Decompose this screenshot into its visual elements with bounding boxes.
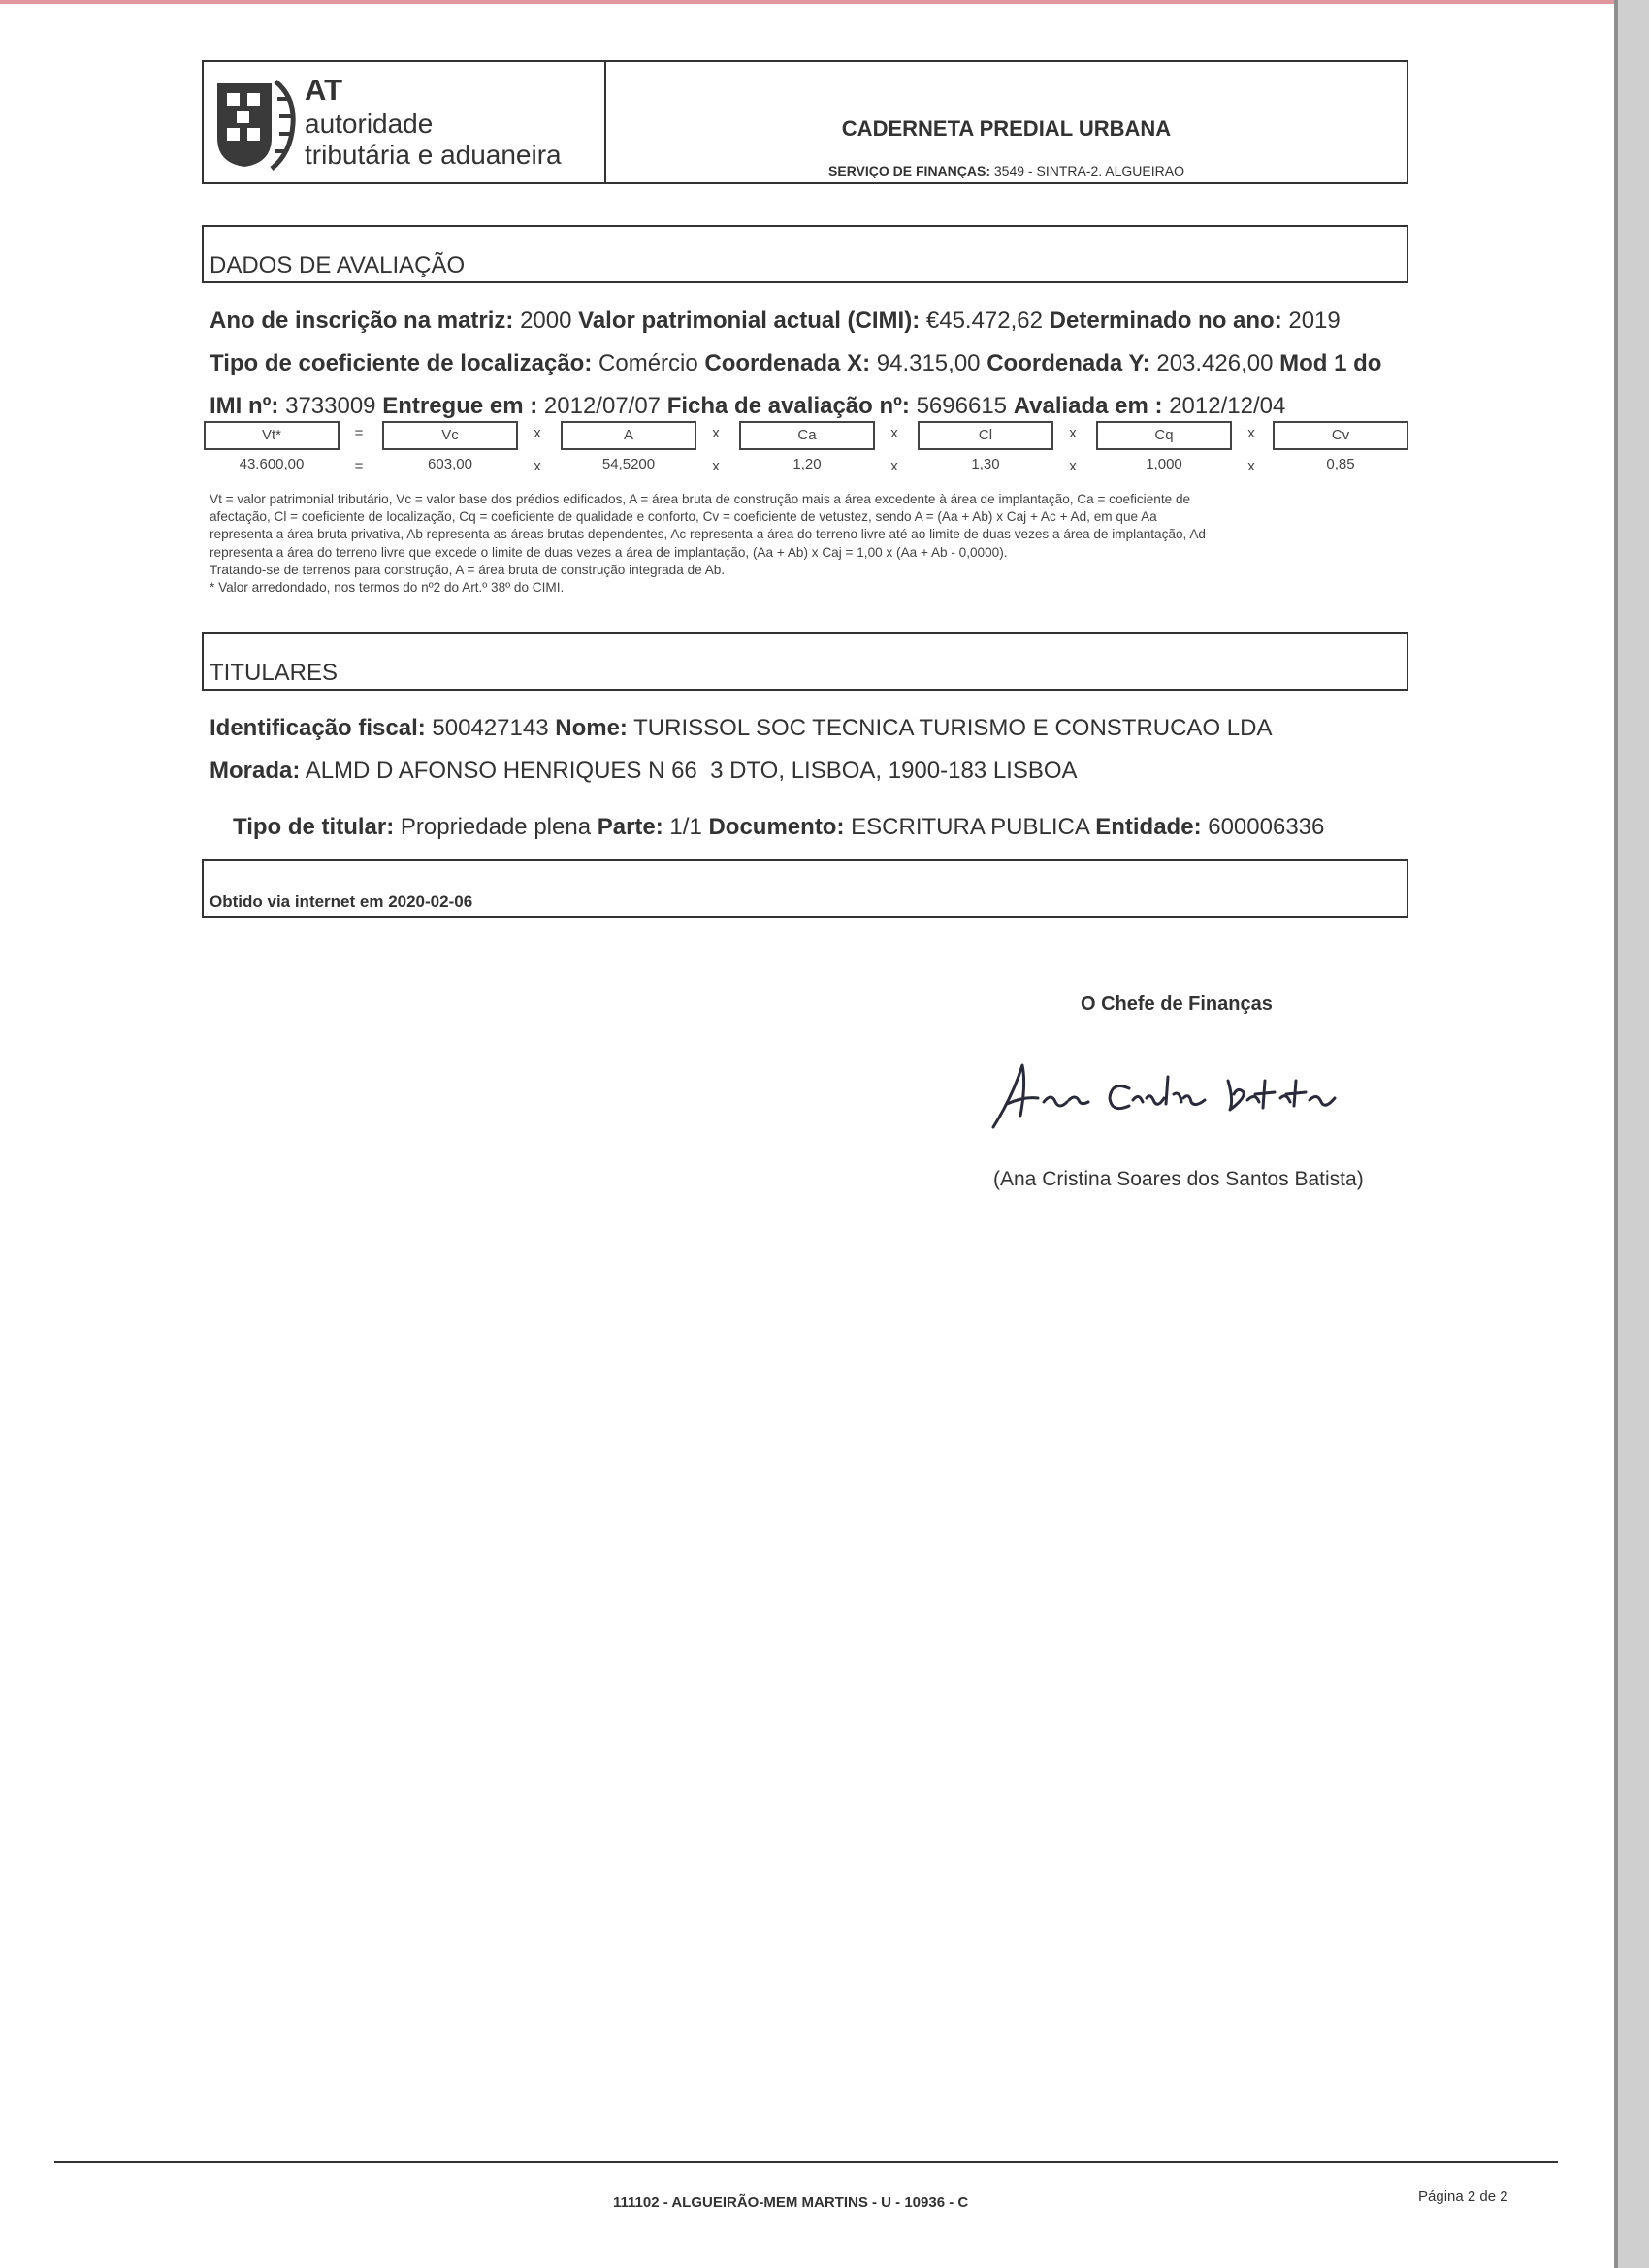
formula-header-a: A (561, 421, 696, 450)
tipo-value: Propriedade plena (400, 814, 592, 840)
mod-label-b: IMI nº: (210, 393, 279, 419)
footer-rule (54, 2161, 1558, 2163)
scan-edge-top (0, 0, 1614, 4)
tipo-label: Tipo de titular: (233, 814, 395, 840)
section-title: TITULARES (210, 660, 339, 686)
coat-of-arms-icon (213, 78, 297, 171)
formula-header-vc: Vc (382, 421, 518, 450)
note-line: Tratando-se de terrenos para construção, A = área bruta de construção integrada de Ab. (210, 562, 726, 577)
entidade-value: 600006336 (1208, 814, 1325, 840)
morada-value: ALMD D AFONSO HENRIQUES N 66 3 DTO, LISBOA, 1900-183 LISBOA (305, 758, 1078, 784)
note-line: Vt = valor patrimonial tributário, Vc = valor base dos prédios edificados, A = área bruta de construção mais a área excedente à área de implantação, Ca = coeficiente de (210, 492, 1191, 506)
formula-op-x: x (1247, 425, 1255, 441)
coordy-label: Coordenada Y: (986, 350, 1150, 376)
formula-value-vc: 603,00 (428, 456, 472, 472)
formula-op-x: x (534, 425, 541, 441)
avaliacao-line-2 (210, 349, 1381, 378)
handwritten-signature-icon (984, 1038, 1391, 1145)
formula-header-cv: Cv (1273, 421, 1408, 450)
valor-value: €45.472,62 (925, 308, 1043, 334)
valor-label: Valor patrimonial actual (CIMI): (578, 308, 921, 334)
formula-op-x: x (712, 458, 720, 474)
formula-op-x: x (1069, 458, 1077, 474)
note-line: * Valor arredondado, nos termos do nº2 do Art.º 38º do CIMI. (210, 580, 565, 596)
formula-value-ca: 1,20 (792, 456, 822, 472)
ficha-value: 5696615 (916, 393, 1008, 419)
parte-label: Parte: (597, 814, 663, 840)
formula-op-x: x (534, 458, 541, 474)
entidade-label: Entidade: (1095, 814, 1202, 840)
chefe-title: O Chefe de Finanças (1081, 993, 1273, 1015)
section-titulares (202, 632, 1408, 691)
ano-label: Ano de inscrição na matriz: (210, 308, 514, 334)
service-label: SERVIÇO DE FINANÇAS: (828, 163, 990, 178)
tipo-coef-label: Tipo de coeficiente de localização: (210, 350, 593, 376)
section-dados-avaliacao (202, 225, 1408, 283)
service-value: 3549 - SINTRA-2. ALGUEIRAO (993, 163, 1184, 178)
logo-at-text: AT (305, 73, 343, 107)
signature (984, 1038, 1391, 1150)
formula-value-vt: 43.600,00 (239, 456, 305, 472)
coordx-label: Coordenada X: (704, 350, 871, 376)
avaliada-label: Avaliada em : (1013, 393, 1163, 419)
signatory-name: (Ana Cristina Soares dos Santos Batista) (993, 1168, 1364, 1190)
section-title: DADOS DE AVALIAÇÃO (210, 252, 466, 278)
coordx-value: 94.315,00 (876, 350, 981, 376)
formula-header-ca: Ca (739, 421, 875, 450)
formula-value-cv: 0,85 (1326, 456, 1355, 472)
formula-value-a: 54,5200 (601, 456, 656, 472)
formula-op-x: x (1069, 425, 1077, 441)
document-title: CADERNETA PREDIAL URBANA (841, 116, 1172, 141)
nome-label: Nome: (555, 715, 628, 741)
morada-label: Morada: (210, 758, 301, 784)
at-logo (213, 70, 601, 178)
formula-op-x: x (890, 458, 898, 474)
logo-line1: autoridade (305, 109, 434, 139)
page-number: Página 2 de 2 (1418, 2188, 1508, 2205)
footer-code: 111102 - ALGUEIRÃO-MEM MARTINS - U - 10936 - C (613, 2194, 969, 2211)
scan-edge-right (1614, 0, 1649, 2268)
formula-notes (210, 491, 1408, 597)
logo-line2: tributária e aduaneira (305, 140, 562, 170)
formula-op-eq: = (354, 425, 364, 441)
documento-label: Documento: (708, 814, 845, 840)
document-header (202, 60, 1408, 184)
nome-value: TURISSOL SOC TECNICA TURISMO E CONSTRUCAO LDA (633, 715, 1273, 741)
formula-value-cq: 1,000 (1146, 456, 1182, 472)
entregue-label: Entregue em : (382, 393, 538, 419)
formula-value-cl: 1,30 (971, 456, 1000, 472)
note-line: afectação, Cl = coeficiente de localização, Cq = coeficiente de qualidade e conforto, Cv = coeficiente de vetustez, sendo A = (Aa + Ab) x Caj + Ac + Ad, em que Aa (210, 509, 1157, 525)
mod-value: 3733009 (285, 393, 376, 419)
id-label: Identificação fiscal: (210, 715, 426, 741)
avaliacao-line-3 (210, 392, 1285, 421)
tipo-coef-value: Comércio (598, 350, 698, 376)
titular-morada-line (210, 757, 1078, 786)
determinado-label: Determinado no ano: (1049, 308, 1282, 334)
formula-op-x: x (890, 425, 898, 441)
parte-value: 1/1 (669, 814, 702, 840)
obtido-box (202, 859, 1408, 918)
formula-header-vt: Vt* (204, 421, 340, 450)
note-line: representa a área do terreno livre que excede o limite de duas vezes a área de implantação, (Aa + Ab) x Caj = 1,00 x (Aa + Ab - 0,0000). (210, 544, 1008, 560)
ficha-label: Ficha de avaliação nº: (666, 393, 910, 419)
formula-op-x: x (1247, 458, 1255, 474)
titular-tipo-line (233, 813, 1324, 842)
formula-op-x: x (712, 425, 720, 441)
formula-header-cl: Cl (918, 421, 1053, 450)
determinado-value: 2019 (1288, 308, 1341, 334)
obtido-text: Obtido via internet em 2020-02-06 (210, 892, 473, 911)
ano-value: 2000 (520, 308, 572, 334)
formula-header-cq: Cq (1096, 421, 1232, 450)
avaliada-value: 2012/12/04 (1169, 393, 1286, 419)
id-value: 500427143 (432, 715, 549, 741)
service-line (606, 163, 1406, 178)
documento-value: ESCRITURA PUBLICA (851, 814, 1089, 840)
note-line: representa a área bruta privativa, Ab representa as áreas brutas dependentes, Ac representa a área do terreno livre até ao limite de duas vezes a área de implantação, Ad (210, 527, 1206, 542)
entregue-value: 2012/07/07 (543, 393, 662, 419)
titular-id-line (210, 714, 1272, 743)
coordy-value: 203.426,00 (1156, 350, 1274, 376)
mod-label-a: Mod 1 do (1279, 350, 1382, 376)
formula-op-eq: = (354, 458, 364, 474)
avaliacao-line-1 (210, 307, 1341, 336)
